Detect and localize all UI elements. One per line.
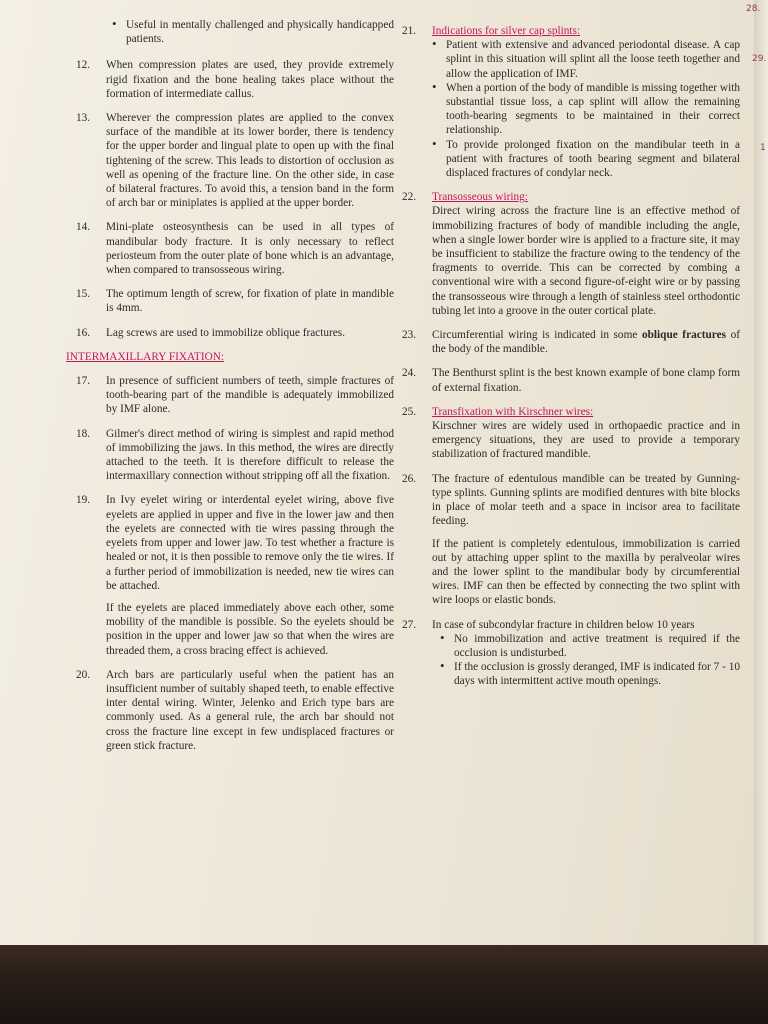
item-number: 24. xyxy=(402,367,417,380)
list-item-22 xyxy=(402,190,740,318)
bullet-text: • Patient with extensive and advanced periodontal disease. A cap splint in this situation will splint all the loose teeth together and allow the application of IMF. xyxy=(432,38,740,81)
item-heading: Transfixation with Kirschner wires: xyxy=(432,405,594,418)
list-item-15 xyxy=(76,287,394,315)
table-surface xyxy=(0,945,768,1024)
section-heading-imf: INTERMAXILLARY FIXATION: xyxy=(66,350,225,363)
list-item-26 xyxy=(402,472,740,529)
list-item-17 xyxy=(76,374,394,417)
item-text: In presence of sufficient numbers of teeth, simple fractures of tooth-bearing part of the mandible is adequately immobilized by IMF alone. xyxy=(106,375,394,416)
list-item-25 xyxy=(402,405,740,462)
adjacent-page-edge xyxy=(754,0,768,945)
list-item-24 xyxy=(402,366,740,394)
right-column xyxy=(402,24,740,699)
paragraph-19-continued: If the eyelets are placed immediately above each other, some mobility of the mandible is possible. So the eyelets should be position in the upper and lower jaw so that when the wires are threaded them, a cross bracing effect is achieved. xyxy=(106,601,394,657)
item-text-a: Circumferential wiring is indicated in some xyxy=(432,329,642,342)
bullet-text: • Useful in mentally challenged and physically handicapped patients. xyxy=(112,18,394,46)
list-item xyxy=(76,18,394,46)
item-number: 16. xyxy=(76,326,91,339)
item-number: 12. xyxy=(76,59,91,72)
item-text: Gilmer's direct method of wiring is simplest and rapid method of immobilizing the jaws. In this method, the wires are directly attached to the teeth. It is therefore difficult to release the intermaxillary connection without stripping off all the fixation. xyxy=(106,427,394,483)
item-number: 22. xyxy=(402,191,417,204)
item-text: When compression plates are used, they provide extremely rigid fixation and the bone healing takes place without the formation of intermediate callus. xyxy=(106,59,394,100)
item-text: The fracture of edentulous mandible can be treated by Gunning-type splints. Gunning splints are modified dentures with bite blocks in place of molar teeth and a space in incisor area to facilitate feeding. xyxy=(432,472,740,528)
item-text: Wherever the compression plates are applied to the convex surface of the mandible at its lower border, there is tendency for the upper border and lingual plate to open up with the final tightening of the screw. This leads to distortion of occlusion as well as opening of the fracture line. On the other side, in case of bilateral fractures. To avoid this, a tension band in the form of arch bar or miniplates is applied at the upper border. xyxy=(106,112,394,210)
item-text: The optimum length of screw, for fixation of plate in mandible is 4mm. xyxy=(106,288,394,315)
item-text: In case of subcondylar fracture in children below 10 years xyxy=(432,618,695,631)
bullet-text: • If the occlusion is grossly deranged, IMF is indicated for 7 - 10 days with intermittent active mouth openings. xyxy=(440,660,740,688)
bullet-text: • To provide prolonged fixation on the mandibular teeth in a patient with fractures of tooth bearing segment and bilateral displaced fractures of condylar neck. xyxy=(432,138,740,181)
item-number: 19. xyxy=(76,494,91,507)
corner-page-number: 28. xyxy=(746,4,761,14)
item-text-b: of the body of the mandible. xyxy=(432,329,740,356)
item-number: 21. xyxy=(402,25,417,37)
item-number: 17. xyxy=(76,375,91,388)
item-heading: Transosseous wiring: xyxy=(432,191,528,204)
item-text: Mini-plate osteosynthesis can be used in all types of mandibular body fracture. It is only necessary to reflect periosteum from the outer plate of bone which is an advantage, when compared to transosseous wiring. xyxy=(106,221,394,277)
list-item-21 xyxy=(402,24,740,180)
item-heading: Indications for silver cap splints: xyxy=(432,25,581,37)
bullet-text: • When a portion of the body of mandible is missing together with substantial tissue loss, a cap splint will allow the remaining tooth-bearing segments to be maintained in their correct relationship. xyxy=(432,81,740,138)
item-number: 27. xyxy=(402,618,417,631)
item-number: 18. xyxy=(76,427,91,440)
item-text: Arch bars are particularly useful when the patient has an insufficient number of suitably shaped teeth, to enable effective inter dental wiring. Winter, Jelenko and Erich type bars are commonly used. As a general rule, the arch bar should not cross the fracture line except in few undisplaced fractures or green stick fracture. xyxy=(106,668,394,752)
item-number: 13. xyxy=(76,112,91,125)
list-item-27 xyxy=(402,618,740,689)
paragraph-26-continued: If the patient is completely edentulous, immobilization is carried out by attaching upper splint to the maxilla by peralveolar wires and the lower splint to the mandibular body by circumferential wires. IMF can then be effected by connecting the two splint with wire loops or elastic bonds. xyxy=(432,537,740,607)
corner-mark-29: 29. xyxy=(752,54,767,64)
list-item-14 xyxy=(76,220,394,277)
item-text: In Ivy eyelet wiring or interdental eyelet wiring, above five eyelets are applied in upper and five in the lower jaw and then the eyelets are connected with tie wires passing through the eyelets from upper and lower jaw. To test whether a fracture is healed or not, it is then possible to remove only the tie wires. If a further period of immobilization is needed, new tie wires can be attached. xyxy=(106,494,394,592)
item-number: 20. xyxy=(76,668,91,681)
corner-mark-1: 1 xyxy=(760,143,766,153)
bullet-text: • No immobilization and active treatment is required if the occlusion is undisturbed. xyxy=(440,632,740,660)
list-item-12 xyxy=(76,58,394,101)
list-item-23 xyxy=(402,328,740,356)
list-item-20 xyxy=(76,668,394,753)
item-number: 15. xyxy=(76,288,91,301)
item-number: 14. xyxy=(76,221,91,234)
item-text-bold: oblique fractures xyxy=(641,329,727,342)
item-text: Lag screws are used to immobilize oblique fractures. xyxy=(106,326,346,339)
item-text: Kirschner wires are widely used in orthopaedic practice and in emergency situations, they are used to provide a temporary stabilization of fractured mandible. xyxy=(432,420,740,461)
left-column xyxy=(66,18,394,763)
item-text: Direct wiring across the fracture line is an effective method of immobilizing fractures of body of mandible including the angle, when a single lower border wire is applied to a fracture site, it may be insufficient to stabilize the fracture owing to the tendency of the fragments to override. This can be corrected by combing a conventional wire with a second figure-of-eight wire or by passing the transosseous wire through a length of stainless steel orthodontic tubing let into a groove in the outer cortical plate. xyxy=(432,205,740,317)
item-number: 26. xyxy=(402,472,417,485)
item-text: The Benthurst splint is the best known example of bone clamp form of external fixation. xyxy=(432,367,740,394)
list-item-16 xyxy=(76,326,394,340)
item-number: 25. xyxy=(402,405,417,418)
list-item-13 xyxy=(76,111,394,210)
item-number: 23. xyxy=(402,329,417,342)
list-item-18 xyxy=(76,427,394,484)
list-item-19 xyxy=(76,493,394,592)
